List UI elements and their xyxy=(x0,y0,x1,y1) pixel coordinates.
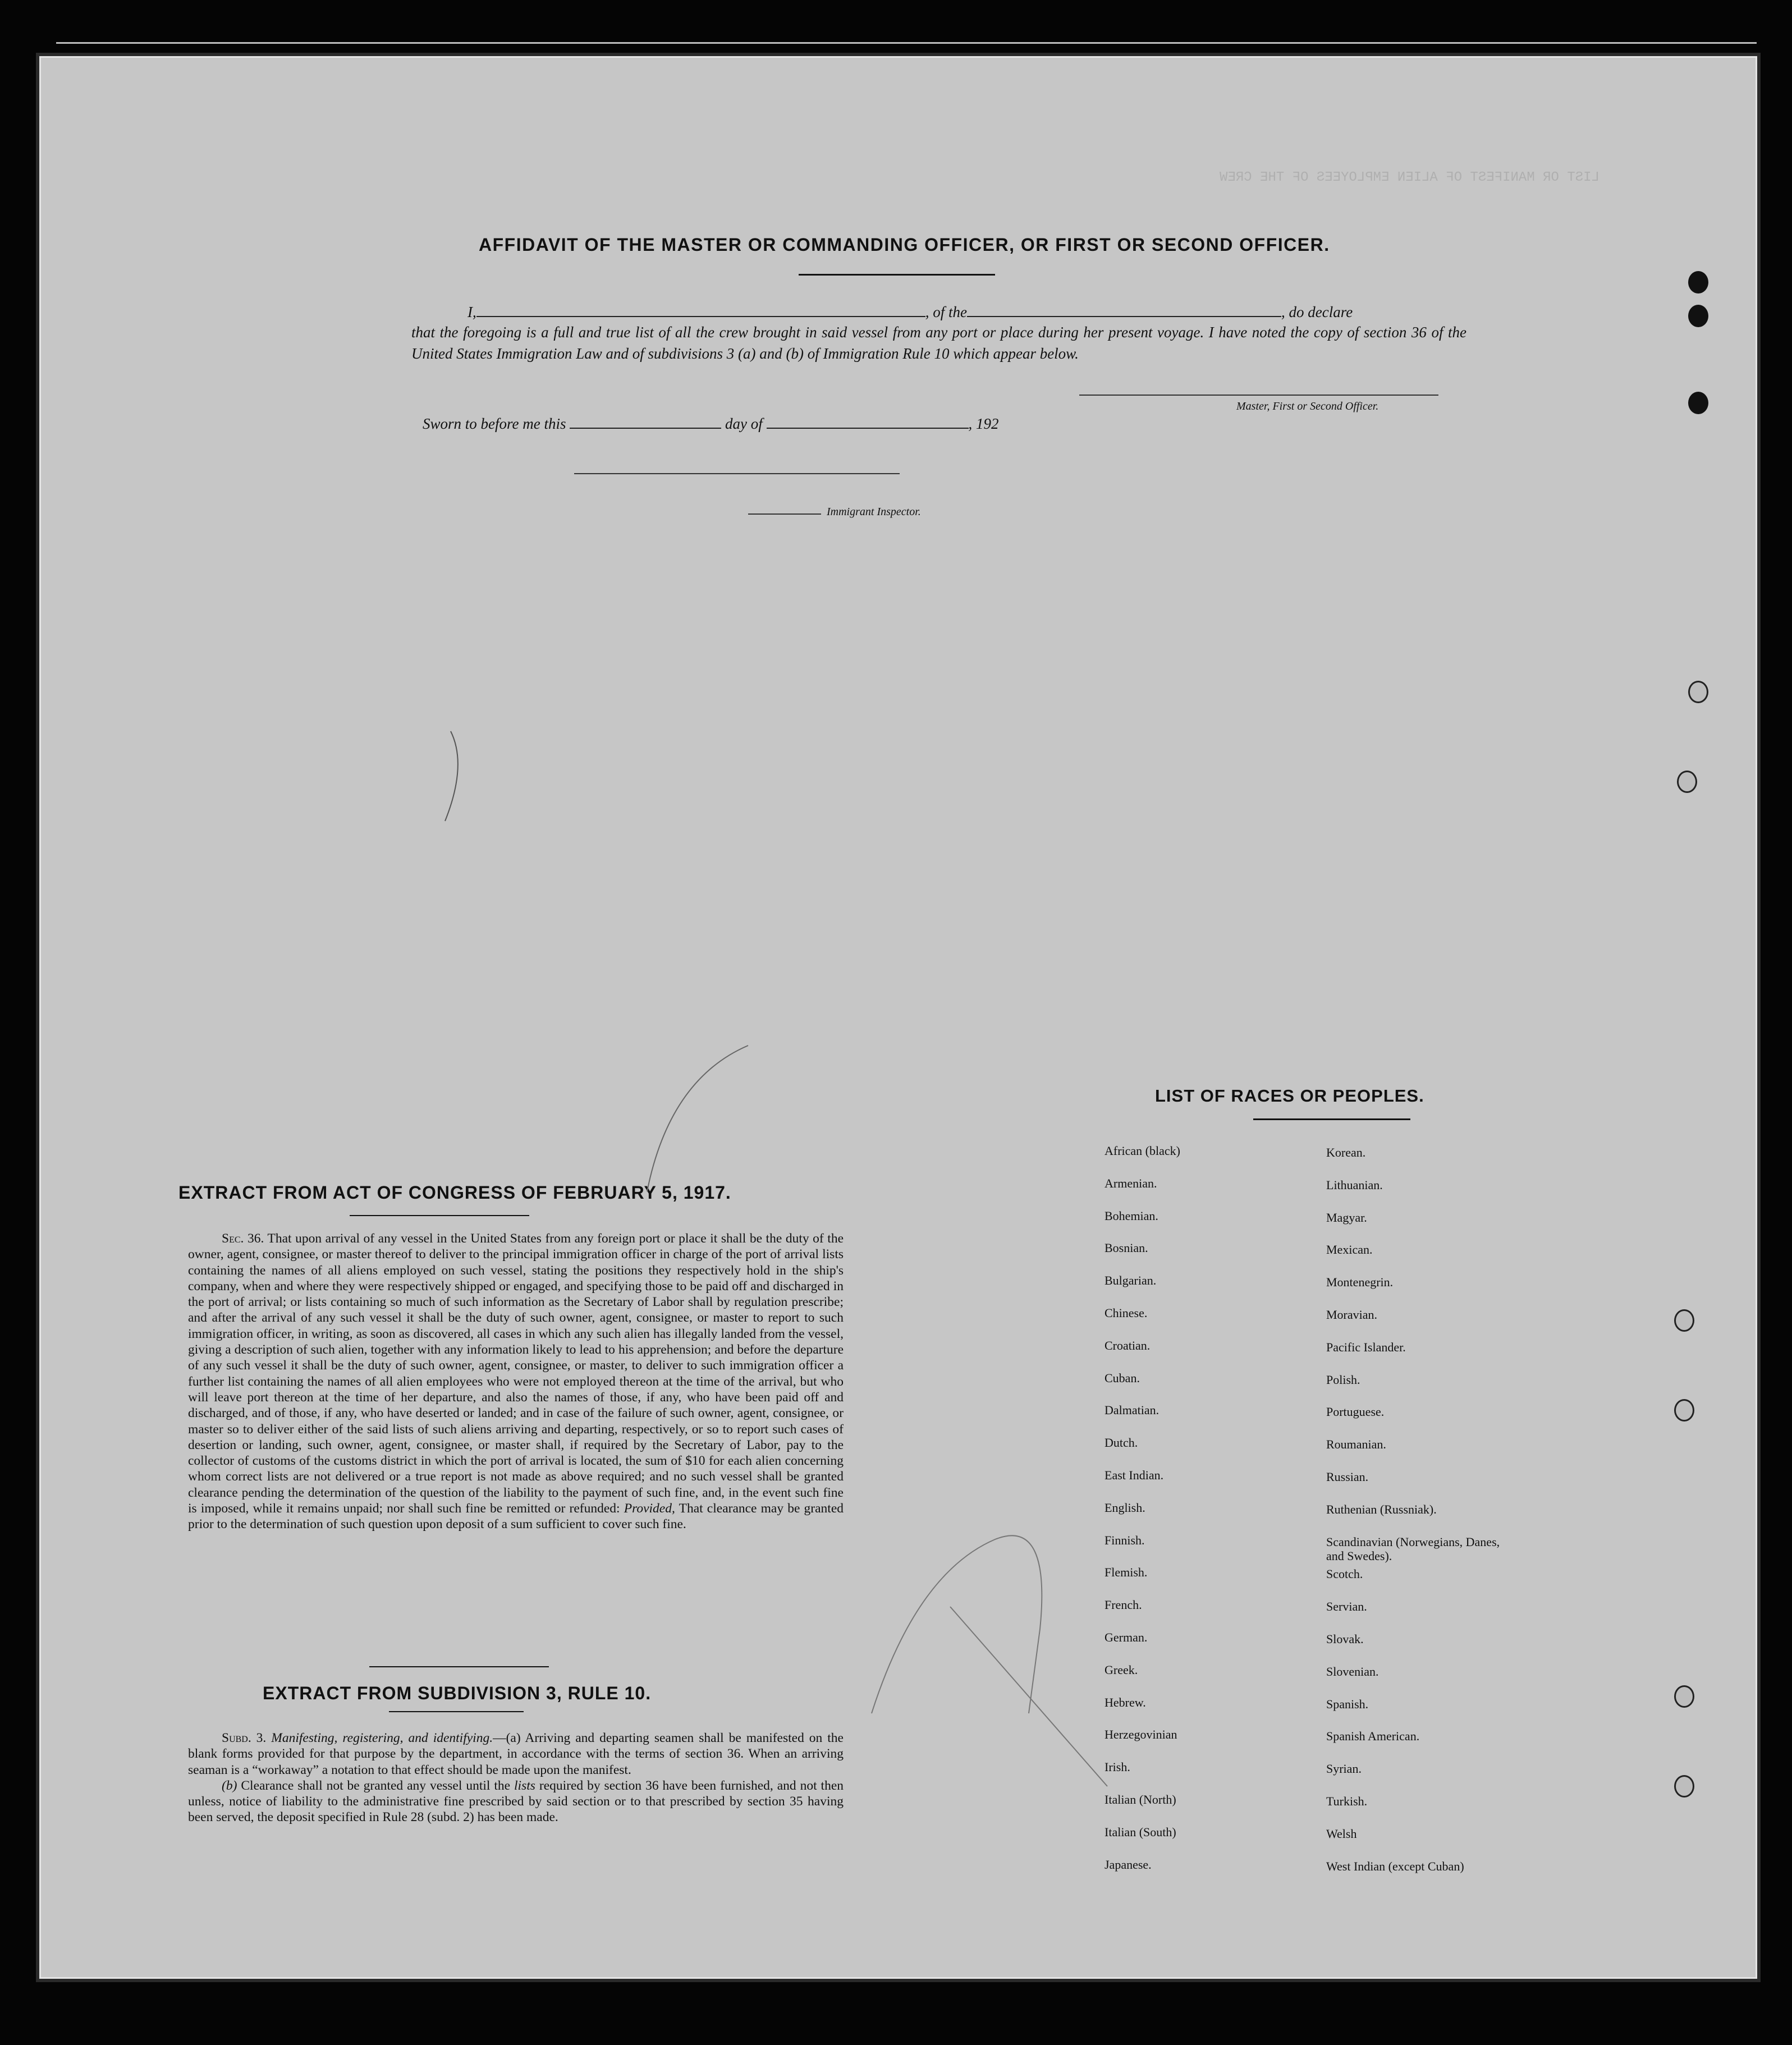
sworn-label: Sworn to before me this xyxy=(423,415,566,432)
race-item: Lithuanian. xyxy=(1326,1177,1383,1192)
year-label: , 192 xyxy=(968,415,999,432)
extract-act-title: EXTRACT FROM ACT OF CONGRESS OF FEBRUARY 5, 1917. xyxy=(178,1182,731,1203)
section-36-proviso: That clearance may be granted prior to the determination of such question upon deposit of a sum sufficient to cover such fine. xyxy=(188,1501,844,1532)
subdivision-b-text-2: required by section 36 have been furnished, and not then unless, notice of liability to the administrative fine prescribed by said section or to that prescribed by section 35 having been served, the deposit specified in Rule 28 (subd. 2) has been made. xyxy=(188,1778,844,1825)
race-item: Ruthenian (Russniak). xyxy=(1326,1502,1437,1516)
subdivision-b-label: (b) xyxy=(222,1778,237,1793)
race-item: Magyar. xyxy=(1326,1210,1367,1225)
extract-rule-title: EXTRACT FROM SUBDIVISION 3, RULE 10. xyxy=(263,1683,652,1703)
punch-hole xyxy=(1688,681,1708,703)
race-item: Bulgarian. xyxy=(1104,1273,1157,1288)
affidavit-title: AFFIDAVIT OF THE MASTER OR COMMANDING OFFICER, OR FIRST OR SECOND OFFICER. xyxy=(479,235,1330,255)
bleed-through-text: LIST OR MANIFEST OF ALIEN EMPLOYEES OF THE CREW xyxy=(1220,170,1599,185)
race-item: Japanese. xyxy=(1104,1857,1152,1872)
race-item: Dalmatian. xyxy=(1104,1403,1159,1418)
race-item: Italian (South) xyxy=(1104,1824,1176,1839)
subdivision-title: Manifesting, registering, and identifying. xyxy=(271,1731,493,1745)
race-item: Irish. xyxy=(1104,1760,1130,1775)
race-item: Polish. xyxy=(1326,1372,1360,1387)
race-item: Mexican. xyxy=(1326,1242,1373,1257)
section-36-body: That upon arrival of any vessel in the United States from any foreign port or place it shall be the duty of the owner, agent, consignee, or master thereof to deliver to the principal immigration officer in charge of the port of arrival lists containing the names of all aliens employed on such vessel, stating the positions they respectively hold in the ship's company, when and where they were respectively shipped or engaged, and specifying those to be paid off and discharged in the port of arrival; or lists containing so much of such information as the Secretary of Labor shall by regulation prescribe; and after the arrival of any such vessel it shall be the duty of such owner, agent, consignee, or master to report to such immigration officer, in writing, as soon as discovered, all cases in which any such alien has illegally landed from the vessel, giving a description of such alien, together with any information likely to lead to his apprehension; and before the departure of any such vessel it shall be the duty of such owner, agent, consignee, or master, to deliver to such immigration officer a further list containing the names of all alien employees who were not employed thereon at the time of the arrival, but who will leave port thereon at the time of her departure, and also the names of those, if any, who have been paid off and discharged, and of those, if any, who have deserted or landed; and in case of the failure of such owner, agent, consignee, or master so to deliver either of the said lists of such aliens arriving and departing, respectively, or so to report such cases of desertion or landing, such owner, agent, consignee, or master shall, if required by the Secretary of Labor, pay to the collector of customs of the customs district in which the port of arrival is located, the sum of $10 for each alien concerning whom correct lists are not delivered or a true report is not made as above required; and no such vessel shall be granted clearance pending the determination of the question of the liability to the payment of such fine, and, in the event such fine is imposed, while it remains unpaid; nor shall such fine be remitted or refunded: xyxy=(188,1231,844,1516)
punch-hole xyxy=(1688,271,1708,294)
race-item: English. xyxy=(1104,1500,1145,1515)
subdivision-a-text: Arriving and departing seamen shall be manifested on the blank forms provided for that purpose by the department, in accordance with the terms of section 36. When an arriving seaman is a “workaway” a notation to that effect should be made upon the manifest. xyxy=(188,1731,844,1777)
race-item: Flemish. xyxy=(1104,1565,1148,1580)
races-title: LIST OF RACES OR PEOPLES. xyxy=(1155,1086,1424,1106)
punch-hole xyxy=(1688,305,1708,327)
inspector-label: Immigrant Inspector. xyxy=(827,506,921,518)
race-item: Syrian. xyxy=(1326,1762,1362,1776)
race-item: West Indian (except Cuban) xyxy=(1326,1859,1464,1873)
race-item: Scotch. xyxy=(1326,1567,1363,1581)
race-item: Bosnian. xyxy=(1104,1241,1148,1255)
punch-hole xyxy=(1677,771,1697,793)
race-item: Slovak. xyxy=(1326,1632,1364,1646)
race-item: Armenian. xyxy=(1104,1176,1157,1190)
race-item: Finnish. xyxy=(1104,1533,1145,1547)
punch-hole xyxy=(1674,1775,1694,1798)
affidavit-i-label: I, xyxy=(468,304,476,320)
pencil-mark-upper xyxy=(445,731,458,821)
subdivision-label: Subd. 3. xyxy=(222,1731,267,1745)
subdivision-a-label: —(a) xyxy=(493,1731,521,1745)
race-item: Montenegrin. xyxy=(1326,1275,1394,1290)
provided-label: Provided, xyxy=(624,1501,675,1516)
race-item: Scandinavian (Norwegians, Danes, and Swedes). xyxy=(1326,1534,1500,1563)
race-item: East Indian. xyxy=(1104,1468,1164,1482)
race-item: Greek. xyxy=(1104,1662,1138,1677)
race-item: Herzegovinian xyxy=(1104,1727,1177,1742)
race-item: Turkish. xyxy=(1326,1794,1368,1808)
race-item: Slovenian. xyxy=(1326,1664,1379,1679)
affidavit-declare-label: , do declare xyxy=(1281,304,1353,320)
master-label: Master, First or Second Officer. xyxy=(1236,400,1379,412)
race-item: Russian. xyxy=(1326,1470,1369,1484)
document-sheet xyxy=(39,56,1757,1979)
race-item: Spanish. xyxy=(1326,1696,1369,1711)
punch-hole xyxy=(1674,1399,1694,1422)
pencil-mark-stroke xyxy=(950,1607,1107,1786)
punch-hole xyxy=(1674,1309,1694,1332)
race-item: Dutch. xyxy=(1104,1436,1138,1450)
race-item: Cuban. xyxy=(1104,1370,1140,1385)
race-item: Hebrew. xyxy=(1104,1695,1146,1709)
subdivision-b-text-1: Clearance shall not be granted any vessel until the xyxy=(241,1778,511,1793)
race-item: Bohemian. xyxy=(1104,1208,1158,1223)
race-item: Moravian. xyxy=(1326,1308,1378,1322)
pencil-mark-arc xyxy=(647,1046,748,1191)
race-item: Korean. xyxy=(1326,1145,1366,1159)
race-item: Italian (North) xyxy=(1104,1792,1176,1806)
subdivision-b-lists: lists xyxy=(514,1778,535,1793)
race-item: Chinese. xyxy=(1104,1306,1148,1320)
race-item: Pacific Islander. xyxy=(1326,1340,1406,1354)
punch-hole xyxy=(1674,1685,1694,1708)
race-item: French. xyxy=(1104,1598,1142,1612)
day-of-label: day of xyxy=(725,415,763,432)
race-item: German. xyxy=(1104,1630,1148,1644)
race-item: Roumanian. xyxy=(1326,1437,1386,1452)
affidavit-text: that the foregoing is a full and true list of all the crew brought in said vessel from any port or place during her present voyage. I have noted the copy of section 36 of the United States Immigration Law and of subdivisions 3 (a) and (b) of Immigration Rule 10 which appear below. xyxy=(411,324,1466,362)
race-item: Spanish American. xyxy=(1326,1729,1420,1744)
race-item: Portuguese. xyxy=(1326,1405,1385,1419)
punch-hole xyxy=(1688,392,1708,414)
race-item: African (black) xyxy=(1104,1144,1180,1158)
race-item: Servian. xyxy=(1326,1599,1367,1614)
section-label: Sec. 36. xyxy=(222,1231,264,1246)
race-item: Croatian. xyxy=(1104,1338,1151,1352)
pencil-marks xyxy=(41,58,1756,1977)
affidavit-of-the-label: , of the xyxy=(925,304,967,320)
race-item: Welsh xyxy=(1326,1826,1357,1841)
pencil-mark-lower xyxy=(872,1535,1042,1713)
